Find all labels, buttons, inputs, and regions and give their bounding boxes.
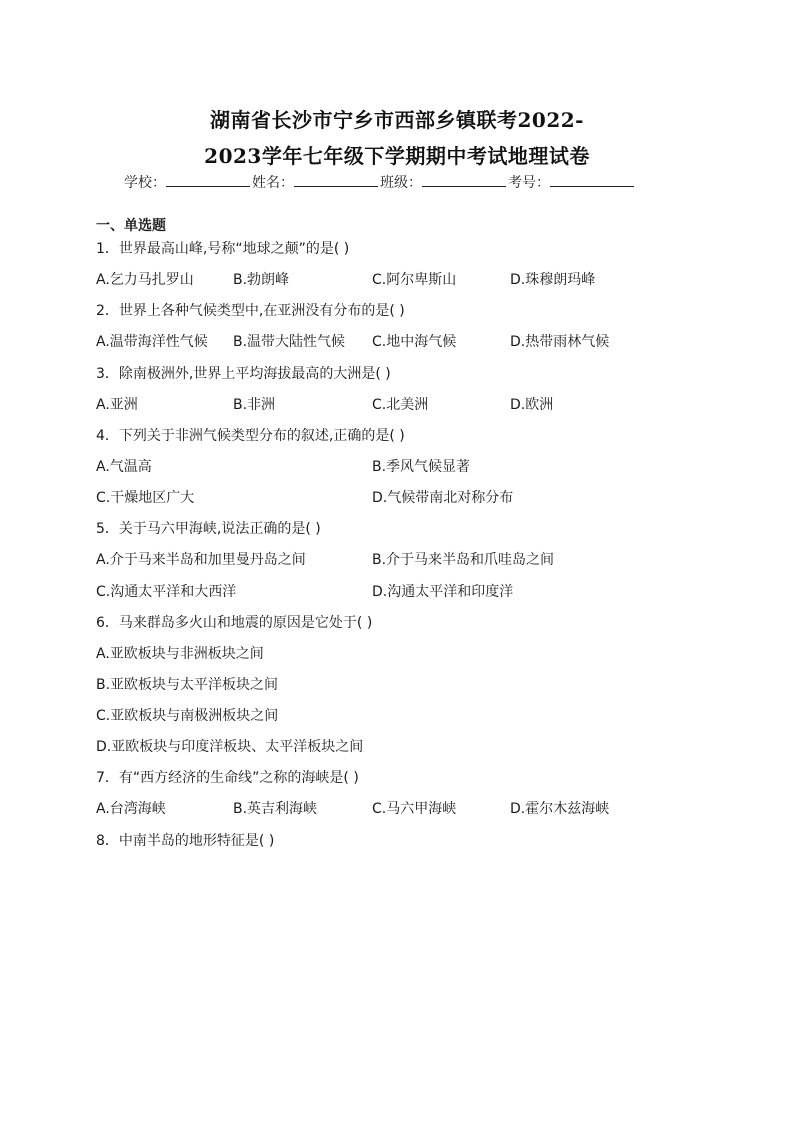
question-5-option-c: C.沟通太平洋和大西洋 [96,584,237,600]
question-3-option-b: B.非洲 [233,397,276,413]
question-4-stem: 4．下列关于非洲气候类型分布的叙述,正确的是( ) [96,428,405,444]
question-6-option-b: B.亚欧板块与太平洋板块之间 [96,677,279,693]
exam-number-field [508,172,636,192]
question-6-option-d: D.亚欧板块与印度洋板块、太平洋板块之间 [96,739,364,755]
question-7-option-c: C.马六甲海峡 [372,801,457,817]
class-blank[interactable] [422,174,506,187]
question-7-option-a: A.台湾海峡 [96,801,166,817]
question-8-stem: 8．中南半岛的地形特征是( ) [96,833,275,849]
question-6-option-a: A.亚欧板块与非洲板块之间 [96,646,264,662]
question-5-option-b: B.介于马来半岛和爪哇岛之间 [372,552,555,568]
question-5-option-a: A.介于马来半岛和加里曼丹岛之间 [96,552,306,568]
school-field [124,172,252,192]
question-2-stem: 2．世界上各种气候类型中,在亚洲没有分布的是( ) [96,303,405,319]
name-label: 姓名： [252,175,294,191]
school-blank[interactable] [166,174,250,187]
name-blank[interactable] [294,174,378,187]
question-1-option-c: C.阿尔卑斯山 [372,272,457,288]
class-label: 班级： [380,175,422,191]
exam-title-line-1: 湖南省长沙市宁乡市西部乡镇联考2022- [210,108,584,132]
question-2-option-b: B.温带大陆性气候 [233,334,346,350]
question-3-option-a: A.亚洲 [96,397,138,413]
question-3-option-d: D.欧洲 [510,397,554,413]
question-4-option-c: C.干燥地区广大 [96,490,195,506]
question-1-stem: 1．世界最高山峰,号称“地球之颠”的是( ) [96,241,350,257]
question-3-stem: 3．除南极洲外,世界上平均海拔最高的大洲是( ) [96,366,391,382]
question-7-option-b: B.英吉利海峡 [233,801,318,817]
class-field [380,172,508,192]
question-3-option-c: C.北美洲 [372,397,429,413]
question-4-option-d: D.气候带南北对称分布 [372,490,514,506]
question-1-option-d: D.珠穆朗玛峰 [510,272,596,288]
question-6-option-c: C.亚欧板块与南极洲板块之间 [96,708,279,724]
question-2-option-a: A.温带海洋性气候 [96,334,208,350]
question-7-stem: 7．有“西方经济的生命线”之称的海峡是( ) [96,770,359,786]
exam-number-blank[interactable] [550,174,634,187]
student-info-row [124,172,684,192]
question-2-option-d: D.热带雨林气候 [510,334,610,350]
exam-number-label: 考号： [508,175,550,191]
school-label: 学校： [124,175,166,191]
question-5-stem: 5．关于马六甲海峡,说法正确的是( ) [96,521,321,537]
exam-title-line-2: 2023学年七年级下学期期中考试地理试卷 [204,144,590,168]
question-5-option-d: D.沟通太平洋和印度洋 [372,584,514,600]
question-1-option-b: B.勃朗峰 [233,272,290,288]
name-field [252,172,380,192]
question-4-option-b: B.季风气候显著 [372,459,471,475]
question-2-option-c: C.地中海气候 [372,334,457,350]
question-6-stem: 6．马来群岛多火山和地震的原因是它处于( ) [96,615,373,631]
section-title: 一、单选题 [96,218,166,234]
question-1-option-a: A.乞力马扎罗山 [96,272,194,288]
question-4-option-a: A.气温高 [96,459,152,475]
question-7-option-d: D.霍尔木兹海峡 [510,801,610,817]
